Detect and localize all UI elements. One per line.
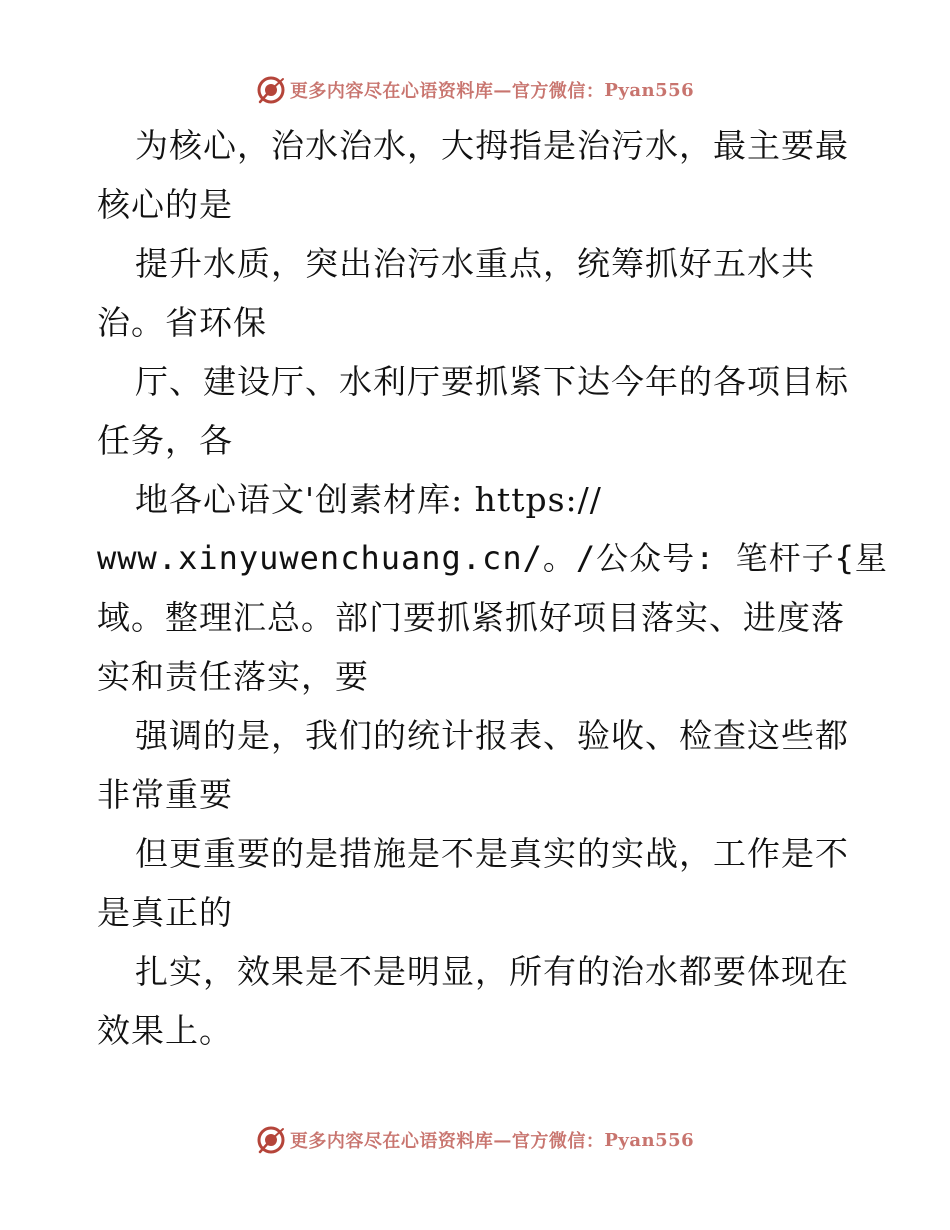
header-brand-text: 更多内容尽在心语资料库 (289, 81, 494, 102)
paragraph-line: 厅、建设厅、水利厅要抓紧下达今年的各项目标 (135, 362, 849, 401)
paragraph-line: 实和责任落实，要 (97, 657, 369, 696)
paragraph-line: 为核心，治水治水，大拇指是治污水，最主要最 (135, 126, 849, 165)
document-body (97, 116, 888, 1060)
header-wechat-label: 官方微信： (511, 81, 605, 102)
header-wechat-id: Pyan556 (604, 79, 695, 101)
paragraph-line: 是真正的 (97, 893, 233, 932)
paragraph-line: 强调的是，我们的统计报表、验收、检查这些都 (135, 716, 849, 755)
paragraph-line: 效果上。 (97, 1011, 233, 1050)
footer-brand-text: 更多内容尽在心语资料库 (289, 1131, 494, 1152)
footer-separator: — (493, 1129, 512, 1151)
footer-banner (0, 1120, 950, 1160)
quill-logo-icon (256, 75, 286, 105)
paragraph-line: 扎实，效果是不是明显，所有的治水都要体现在 (135, 952, 849, 991)
paragraph-line: 任务，各 (97, 421, 233, 460)
paragraph-line: 核心的是 (97, 185, 233, 224)
paragraph-line: 域。整理汇总。部门要抓紧抓好项目落实、进度落 (97, 598, 845, 637)
paragraph-line-url: www.xinyuwenchuang.cn/。/公众号: 笔杆子{星 (97, 539, 888, 577)
footer-wechat-label: 官方微信： (511, 1131, 605, 1152)
paragraph-line: 非常重要 (97, 775, 233, 814)
paragraph-line: 提升水质，突出治污水重点，统筹抓好五水共 (135, 244, 815, 283)
paragraph-line: 治。省环保 (97, 303, 267, 342)
paragraph-line-url-start: 地各心语文'创素材库: https:// (135, 480, 602, 519)
header-banner (0, 70, 950, 110)
quill-logo-icon (256, 1125, 286, 1155)
paragraph-line: 但更重要的是措施是不是真实的实战，工作是不 (135, 834, 849, 873)
header-separator: — (493, 79, 512, 101)
footer-wechat-id: Pyan556 (604, 1129, 695, 1151)
